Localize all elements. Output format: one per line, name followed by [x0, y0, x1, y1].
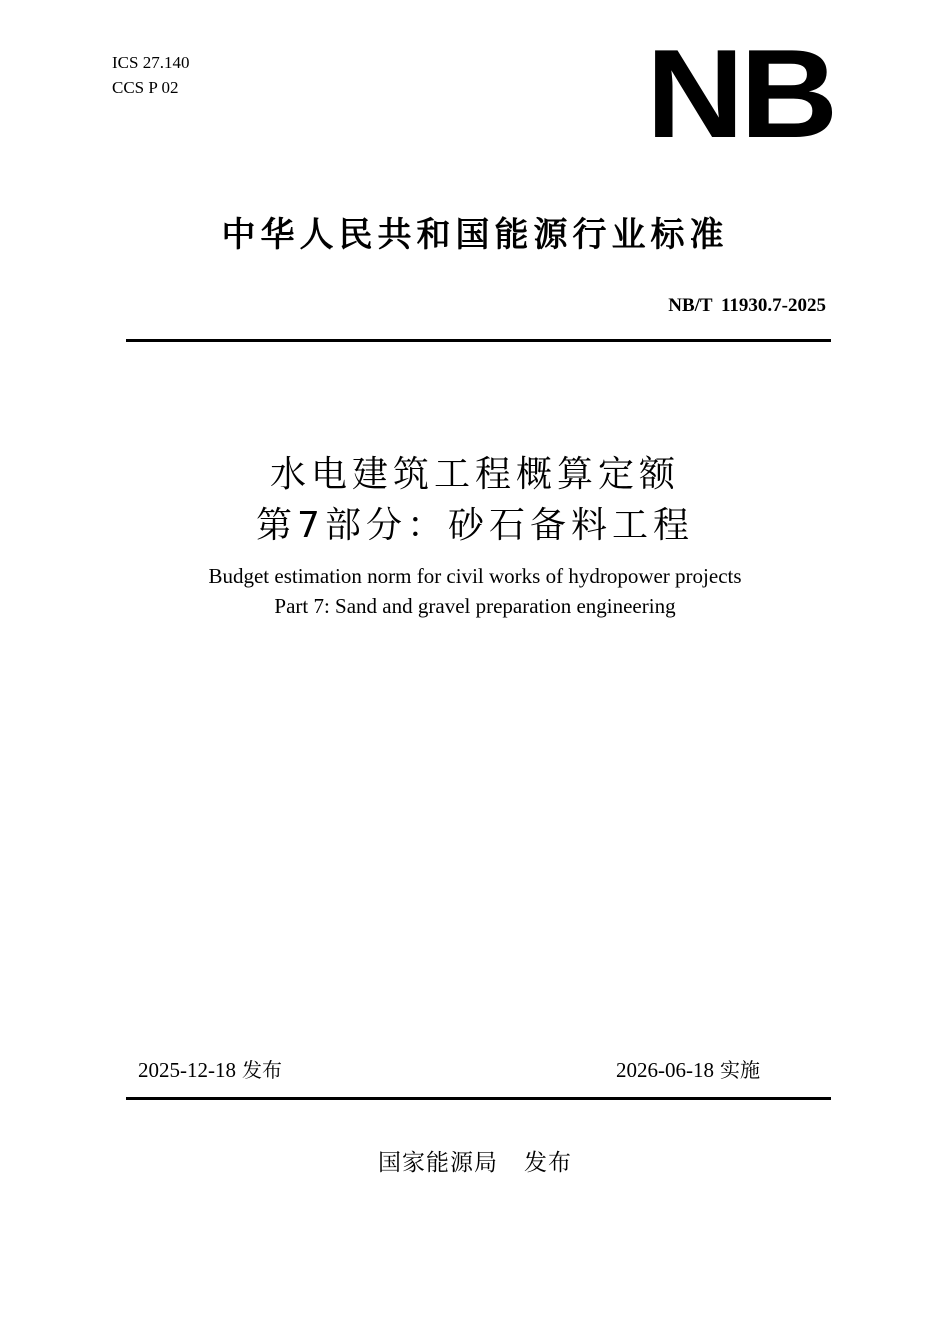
bottom-divider [126, 1097, 831, 1100]
title-cn-line1: 水电建筑工程概算定额 [269, 454, 680, 495]
publisher-name: 国家能源局 [378, 1150, 498, 1176]
ics-code: ICS 27.140 [112, 53, 190, 72]
standard-number: NB/T 11930.7-2025 [668, 295, 826, 316]
top-divider [126, 339, 831, 342]
issue-date-block [138, 1055, 282, 1085]
implement-date: 2026-06-18 [616, 1058, 714, 1082]
ccs-code: CCS P 02 [112, 78, 179, 97]
title-en-line2: Part 7: Sand and gravel preparation engineering [274, 594, 676, 618]
implement-date-block [616, 1055, 760, 1085]
nb-logo: NB [646, 23, 834, 164]
publisher-line [0, 1146, 950, 1180]
title-cn-line2: 第7部分：砂石备料工程 [256, 505, 694, 546]
title-en-line1: Budget estimation norm for civil works of hydropower projects [208, 564, 742, 588]
publisher-action: 发布 [524, 1150, 572, 1176]
issue-date: 2025-12-18 [138, 1058, 236, 1082]
issue-label: 发布 [242, 1058, 282, 1082]
implement-label: 实施 [720, 1058, 760, 1082]
classification-codes [112, 50, 189, 100]
org-title: 中华人民共和国能源行业标准 [221, 215, 729, 255]
